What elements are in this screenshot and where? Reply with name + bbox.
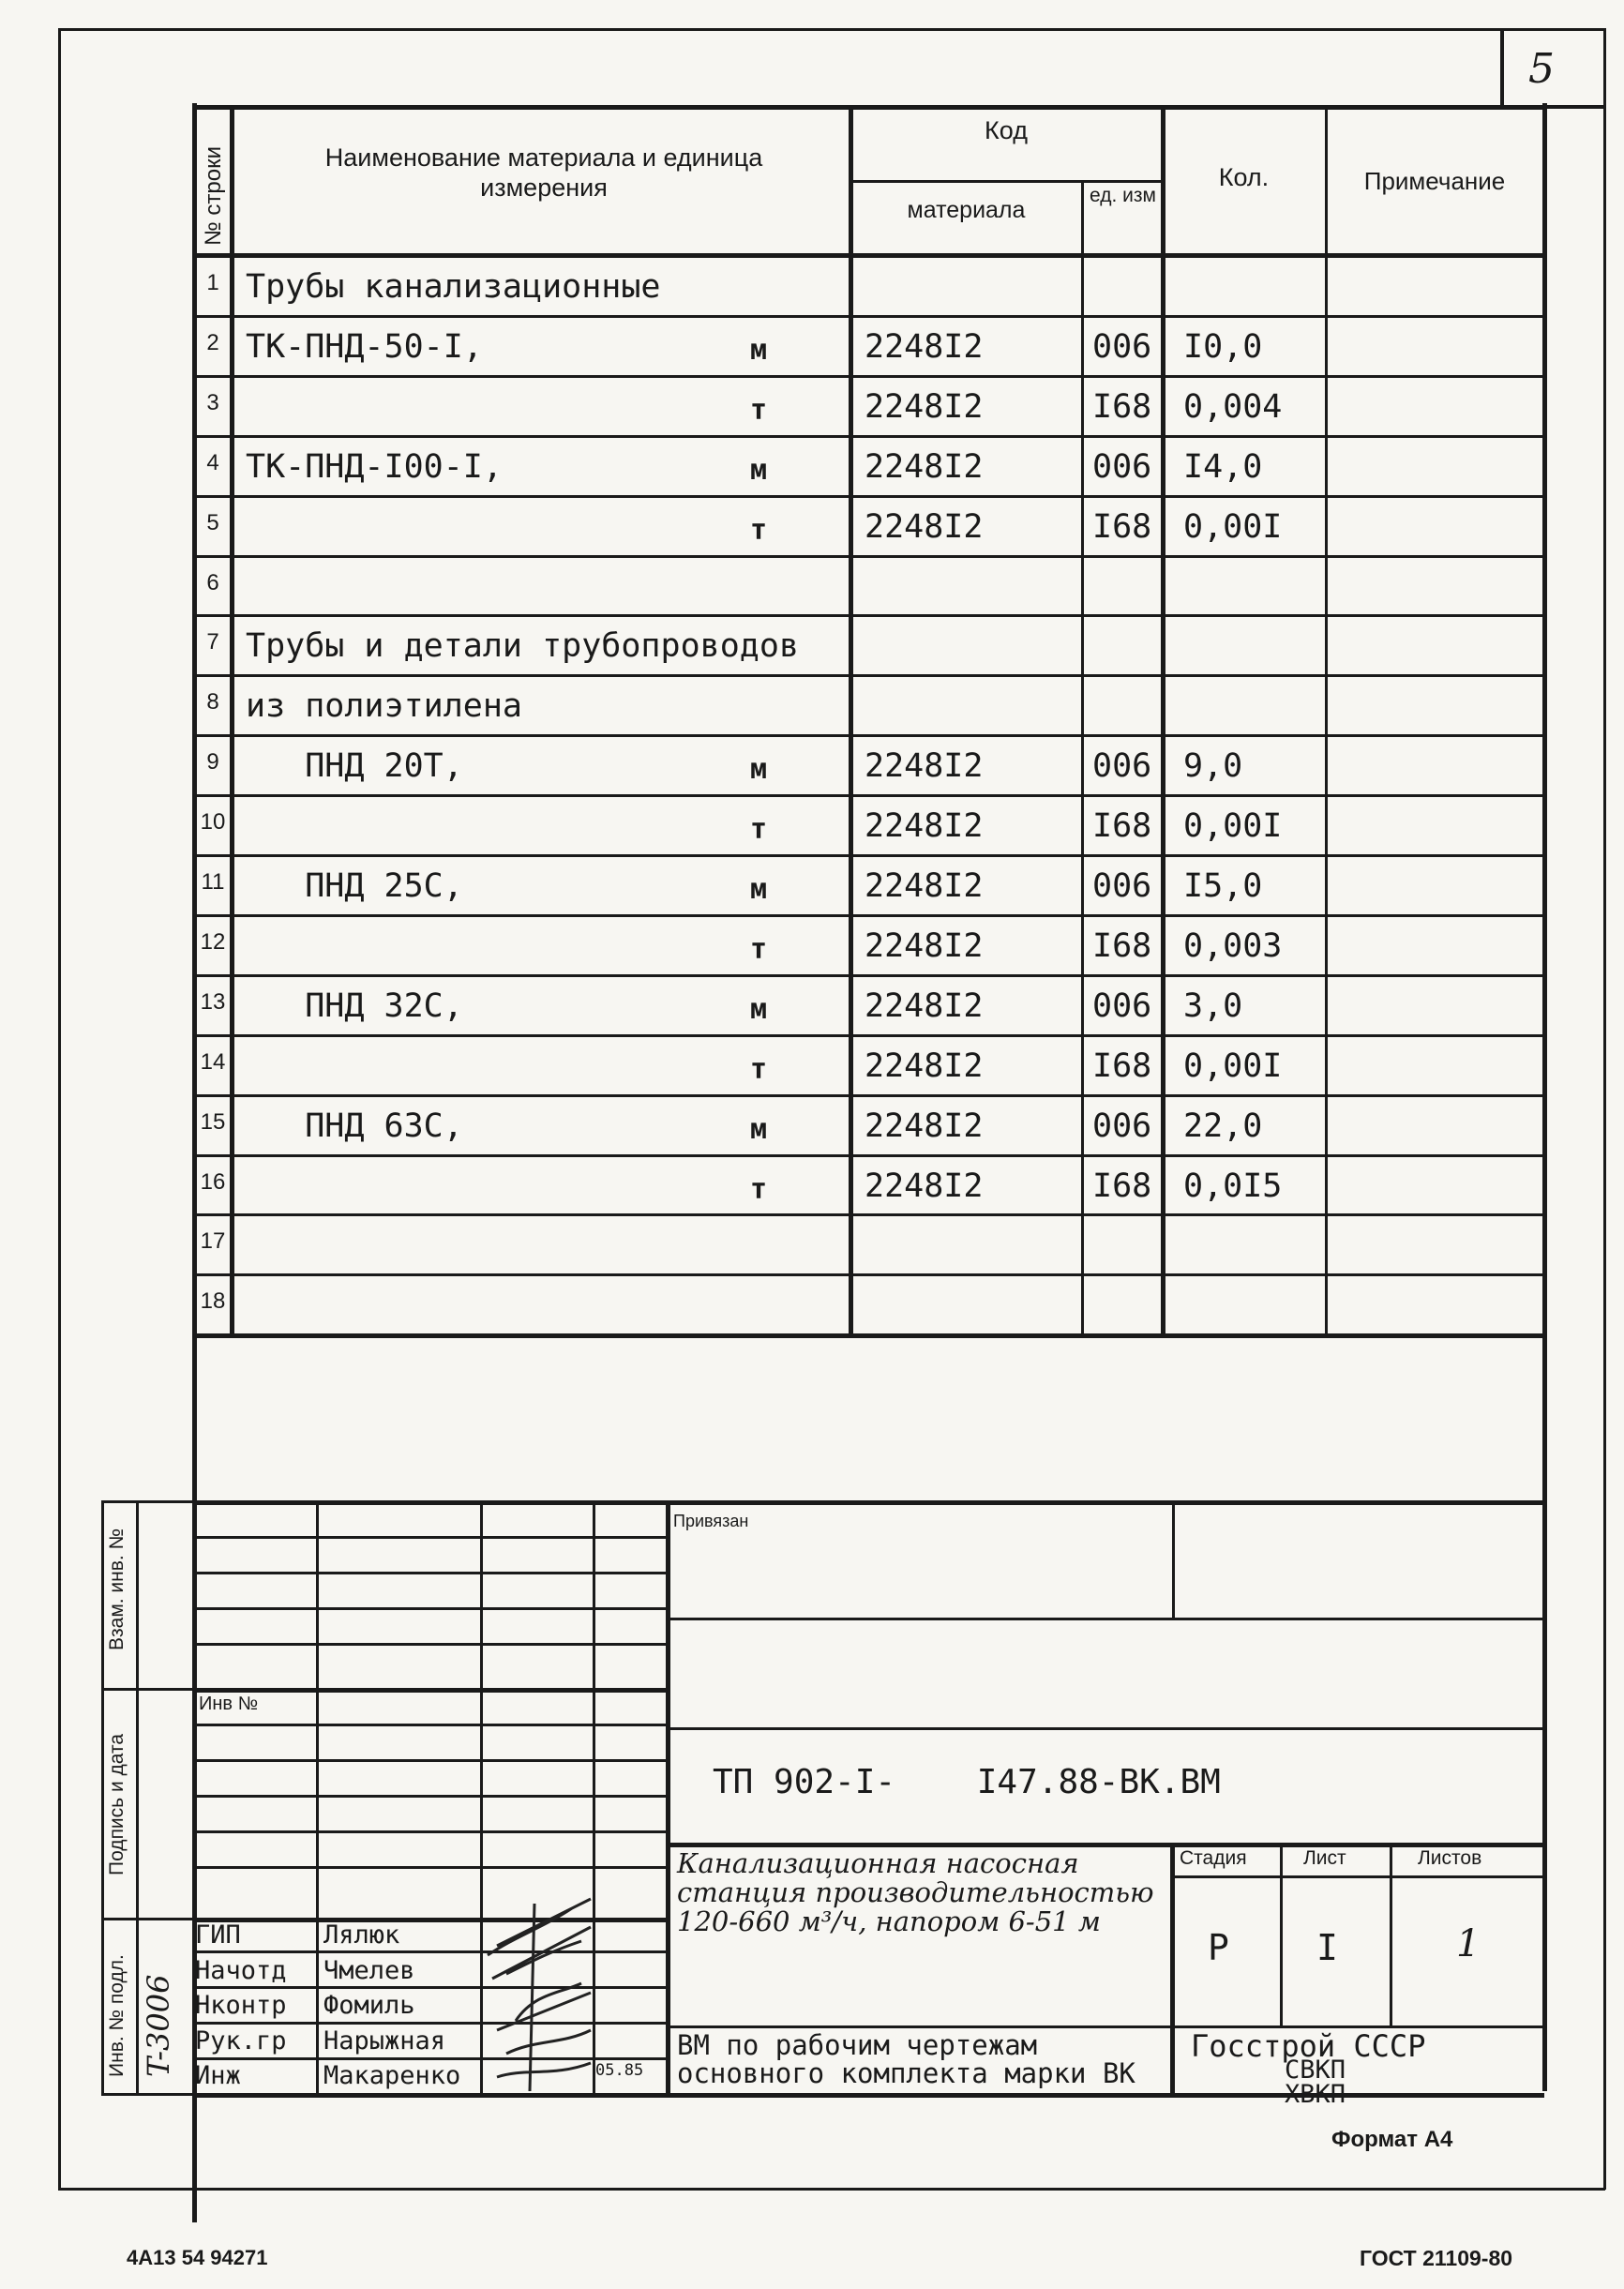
- row-divider: [192, 914, 1544, 917]
- document-name: ВМ по рабочим чертежам основного комплекта марки ВК: [677, 2029, 1135, 2089]
- side-strip-top: [101, 1500, 195, 1503]
- stamp-grid-line: [192, 1688, 666, 1693]
- stamp-grid-line: [192, 1830, 666, 1833]
- row-unit-name: м: [750, 453, 768, 487]
- row-divider: [192, 854, 1544, 857]
- row-qty: 9,0: [1183, 747, 1243, 786]
- header-note: Примечание: [1363, 167, 1506, 195]
- header-material: материала: [907, 197, 1026, 223]
- row-number: 8: [206, 689, 219, 715]
- col-line-unit: [1081, 180, 1084, 1335]
- row-qty: I0,0: [1183, 327, 1263, 366]
- side-strip-bottom: [101, 2093, 195, 2096]
- row-number: 4: [206, 449, 219, 475]
- inner-frame-left: [192, 103, 197, 2222]
- row-unit-name: м: [750, 333, 768, 367]
- row-number: 11: [201, 869, 225, 895]
- side-strip-left: [101, 1500, 104, 2096]
- row-unit-code: 006: [1092, 986, 1152, 1025]
- signatory-role: Рук.гр: [195, 2025, 287, 2056]
- row-material-code: 2248I2: [865, 1107, 984, 1145]
- row-unit-name: м: [750, 873, 768, 906]
- row-number: 7: [206, 629, 219, 655]
- row-qty: 0,0I5: [1183, 1167, 1283, 1205]
- side-label-podpis: Подпись и дата: [106, 1733, 128, 1875]
- row-unit-name: т: [750, 813, 768, 847]
- side-label-inv-podl: Инв. № подл.: [106, 1954, 128, 2077]
- row-unit-name: т: [750, 513, 768, 547]
- header-name: Наименование материала и единица измерения: [324, 143, 763, 202]
- inv-no-label: Инв №: [199, 1694, 259, 1714]
- stamp-grid-line: [192, 1572, 666, 1574]
- row-unit-code: I68: [1092, 926, 1152, 965]
- row-divider: [192, 495, 1544, 498]
- sheet-label: Лист: [1303, 1847, 1346, 1869]
- row-divider: [192, 1273, 1544, 1276]
- row-unit-code: I68: [1092, 807, 1152, 846]
- stamp-grid-line: [192, 1759, 666, 1762]
- side-strip-mid: [136, 1500, 139, 2096]
- row-unit-code: 006: [1092, 1107, 1152, 1145]
- header-unit: ед. изм: [1090, 185, 1156, 206]
- row-number: 16: [200, 1168, 226, 1195]
- page-frame-right: [1603, 28, 1606, 2190]
- row-number: 6: [206, 569, 219, 595]
- stage-value: Р: [1208, 1927, 1229, 1968]
- row-material-code: 2248I2: [865, 387, 984, 426]
- row-name: ПНД 63С,: [246, 1107, 463, 1145]
- signatory-role: Начотд: [195, 1955, 287, 1985]
- row-name: ПНД 32С,: [246, 986, 463, 1025]
- format-label: Формат А4: [1331, 2127, 1453, 2152]
- row-divider: [192, 1094, 1544, 1097]
- stamp-col-sheets: [1390, 1843, 1392, 2025]
- row-divider: [192, 555, 1544, 558]
- row-qty: 0,00I: [1183, 507, 1283, 546]
- signatory-role: Нконтр: [195, 1991, 287, 2020]
- sheet-value: I: [1316, 1927, 1338, 1968]
- row-divider: [192, 315, 1544, 318]
- row-unit-name: т: [750, 932, 768, 966]
- header-qty: Кол.: [1218, 163, 1270, 191]
- row-name: Трубы и детали трубопроводов: [246, 627, 800, 666]
- row-unit-name: т: [750, 393, 768, 427]
- signatory-role: Инж: [195, 2061, 241, 2090]
- row-material-code: 2248I2: [865, 926, 984, 965]
- row-name: из полиэтилена: [246, 687, 523, 726]
- row-material-code: 2248I2: [865, 1167, 984, 1205]
- row-qty: 0,003: [1183, 926, 1283, 965]
- row-qty: 0,00I: [1183, 807, 1283, 846]
- col-line-material: [849, 105, 853, 1335]
- header-bottom-line: [192, 253, 1544, 258]
- row-unit-code: 006: [1092, 327, 1152, 366]
- row-material-code: 2248I2: [865, 867, 984, 905]
- drawing-designation: ТП 902-I- I47.88-ВК.ВМ: [713, 1763, 1221, 1801]
- stamp-col4: [666, 1500, 670, 2093]
- row-divider: [192, 1154, 1544, 1157]
- stamp-line-stage-header: [1170, 1875, 1544, 1878]
- row-unit-code: I68: [1092, 1047, 1152, 1085]
- sheets-value: 1: [1456, 1922, 1481, 1965]
- stamp-grid-line: [192, 1607, 666, 1610]
- row-number: 15: [200, 1108, 226, 1135]
- inv-podl-value: T-3006: [141, 1974, 176, 2077]
- signatory-name: Нарыжная: [323, 2025, 446, 2056]
- row-name: ПНД 25С,: [246, 867, 463, 905]
- row-qty: 3,0: [1183, 986, 1243, 1025]
- table-top-line: [192, 105, 1544, 110]
- row-unit-name: т: [750, 1052, 768, 1086]
- side-label-vzam: Взам. инв. №: [106, 1528, 128, 1650]
- footer-gost: ГОСТ 21109-80: [1360, 2246, 1513, 2270]
- row-material-code: 2248I2: [865, 747, 984, 786]
- footer-left-code: 4А13 54 94271: [127, 2246, 268, 2269]
- row-unit-code: I68: [1092, 1167, 1152, 1205]
- stamp-grid-line: [192, 1866, 666, 1869]
- project-title: Канализационная насосная станция производительностью 120-660 м³/ч, напором 6-51 м: [677, 1847, 1154, 1937]
- privyazan-divider: [1172, 1500, 1175, 1618]
- header-code: Код: [985, 116, 1028, 144]
- row-divider: [192, 435, 1544, 438]
- stamp-grid-line: [192, 1536, 666, 1539]
- row-unit-code: 006: [1092, 447, 1152, 486]
- row-material-code: 2248I2: [865, 507, 984, 546]
- row-divider: [192, 794, 1544, 797]
- sheets-label: Листов: [1418, 1847, 1482, 1869]
- row-unit-name: м: [750, 1112, 768, 1146]
- stamp-grid-line: [192, 1643, 666, 1646]
- row-number: 12: [200, 928, 226, 955]
- page-number: 5: [1528, 45, 1555, 93]
- stamp-line-privyazan: [666, 1618, 1544, 1620]
- page-number-box-edge: [1500, 30, 1504, 107]
- row-unit-name: м: [750, 992, 768, 1026]
- signature-scribbles: [478, 1890, 609, 2096]
- stage-label: Стадия: [1180, 1847, 1247, 1869]
- signatory-name: Фомиль: [323, 1991, 415, 2020]
- row-name: ТК-ПНД-I00-I,: [246, 447, 503, 486]
- row-number: 10: [200, 809, 226, 836]
- row-number: 14: [200, 1048, 226, 1075]
- code-subheader-line: [851, 180, 1163, 183]
- row-divider: [192, 1034, 1544, 1037]
- row-material-code: 2248I2: [865, 327, 984, 366]
- row-material-code: 2248I2: [865, 1047, 984, 1085]
- org-line-2: СВКП: [1285, 2056, 1346, 2085]
- row-number: 9: [206, 749, 219, 776]
- col-line-note: [1325, 105, 1328, 1335]
- row-unit-code: I68: [1092, 507, 1152, 546]
- stamp-top: [192, 1500, 1544, 1505]
- signatory-name: Лялюк: [323, 1920, 400, 1950]
- row-number: 2: [206, 329, 219, 355]
- row-qty: I4,0: [1183, 447, 1263, 486]
- row-number: 3: [206, 389, 219, 415]
- row-divider: [192, 734, 1544, 737]
- row-unit-code: 006: [1092, 747, 1152, 786]
- row-unit-code: 006: [1092, 867, 1152, 905]
- row-qty: 0,004: [1183, 387, 1283, 426]
- signatory-date: 05.85: [595, 2061, 644, 2080]
- row-unit-name: т: [750, 1172, 768, 1206]
- row-qty: 0,00I: [1183, 1047, 1283, 1085]
- row-material-code: 2248I2: [865, 986, 984, 1025]
- signatory-name: Чмелев: [323, 1955, 415, 1985]
- page-frame-left: [58, 28, 61, 2190]
- org-line-1: Госстрой СССР: [1191, 2028, 1426, 2064]
- row-name: ПНД 20Т,: [246, 747, 463, 786]
- page-frame-top: [58, 28, 1605, 31]
- signatory-role: ГИП: [195, 1920, 241, 1950]
- stamp-col-sheet: [1280, 1843, 1283, 2025]
- row-material-code: 2248I2: [865, 447, 984, 486]
- stamp-line-designation-top: [666, 1727, 1544, 1730]
- row-material-code: 2248I2: [865, 807, 984, 846]
- row-divider: [192, 614, 1544, 617]
- row-divider: [192, 375, 1544, 378]
- side-strip-div2: [101, 1918, 195, 1920]
- row-divider: [192, 974, 1544, 977]
- row-number: 1: [206, 270, 219, 295]
- row-number: 17: [200, 1228, 226, 1255]
- stamp-col-stage: [1170, 1843, 1175, 2093]
- row-name: ТК-ПНД-50-I,: [246, 327, 483, 366]
- row-divider: [192, 674, 1544, 677]
- page-frame-bottom: [58, 2188, 1605, 2191]
- header-row-no: № строки: [201, 145, 226, 246]
- table-bottom-line: [192, 1333, 1544, 1338]
- row-number: 13: [200, 988, 226, 1015]
- side-strip-div1: [101, 1688, 195, 1691]
- stamp-grid-line: [192, 1724, 666, 1726]
- row-divider: [192, 1213, 1544, 1216]
- privyazan-label: Привязан: [673, 1512, 749, 1530]
- row-number: 18: [200, 1288, 226, 1315]
- row-unit-name: м: [750, 753, 768, 787]
- row-qty: 22,0: [1183, 1107, 1263, 1145]
- org-line-3: ХВКП: [1285, 2080, 1346, 2109]
- col-line-qty: [1161, 105, 1165, 1335]
- row-name: Трубы канализационные: [246, 268, 661, 306]
- inner-frame-right: [1542, 103, 1547, 2091]
- stamp-grid-line: [192, 1795, 666, 1798]
- row-unit-code: I68: [1092, 387, 1152, 426]
- row-qty: I5,0: [1183, 867, 1263, 905]
- row-number: 5: [206, 509, 219, 535]
- signatory-name: Макаренко: [323, 2061, 461, 2090]
